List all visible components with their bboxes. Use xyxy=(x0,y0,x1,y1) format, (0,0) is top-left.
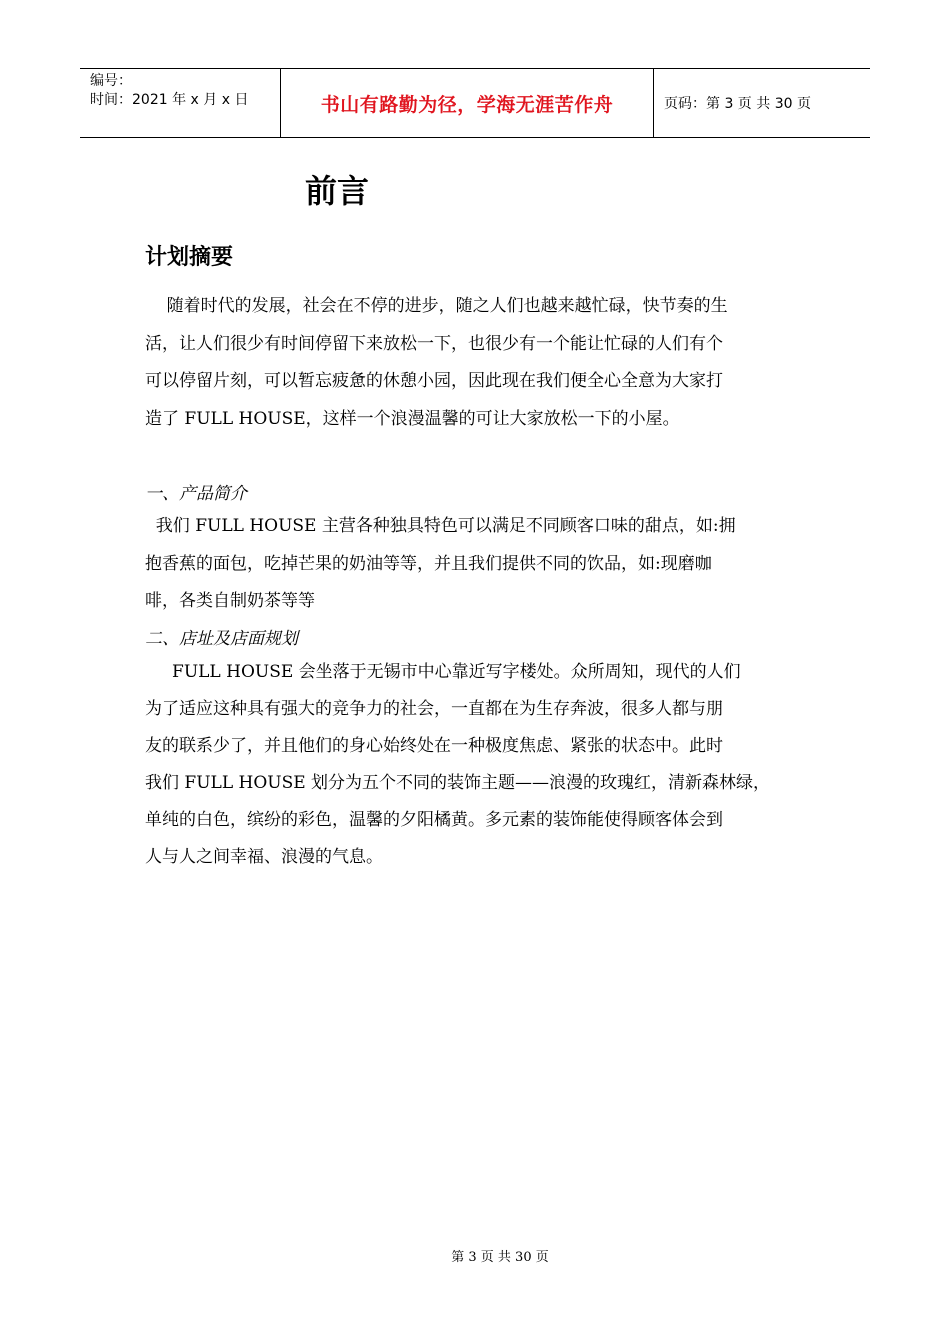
time-label: 时间：2021 年 x 月 x 日 xyxy=(90,92,249,108)
intro-line: 造了 FULL HOUSE，这样一个浪漫温馨的可让大家放松一下的小屋。 xyxy=(145,408,680,429)
page-label: 页码：第 3 页 共 30 页 xyxy=(664,96,811,112)
header-meta-cell xyxy=(80,69,281,137)
intro-line: 可以停留片刻，可以暂忘疲惫的休憩小园，因此现在我们便全心全意为大家打 xyxy=(145,371,723,391)
page-title: 前言 xyxy=(305,172,370,210)
intro-line: 活，让人们很少有时间停留下来放松一下，也很少有一个能让忙碌的人们有个 xyxy=(145,333,723,354)
location-line: 我们 FULL HOUSE 划分为五个不同的装饰主题——浪漫的玫瑰红，清新森林绿， xyxy=(145,773,771,793)
location-line: FULL HOUSE 会坐落于无锡市中心靠近写字楼处。众所周知，现代的人们 xyxy=(145,662,741,682)
motto: 书山有路勤为径，学海无涯苦作舟 xyxy=(281,69,654,137)
product-line: 啡，各类自制奶茶等等 xyxy=(145,591,315,611)
code-label: 编号： xyxy=(90,73,132,89)
intro-line: 随着时代的发展，社会在不停的进步，随之人们也越来越忙碌，快节奏的生 xyxy=(145,296,728,316)
page-footer: 第 3 页 共 30 页 xyxy=(451,1250,549,1265)
section-heading-product: 一、产品简介 xyxy=(145,484,247,504)
document-header xyxy=(80,68,870,138)
location-line: 友的联系少了，并且他们的身心始终处在一种极度焦虑、紧张的状态中。此时 xyxy=(145,736,723,756)
intro-paragraph xyxy=(145,288,835,438)
location-line: 为了适应这种具有强大的竞争力的社会，一直都在为生存奔波，很多人都与朋 xyxy=(145,699,723,719)
location-paragraph xyxy=(145,654,835,876)
product-line: 我们 FULL HOUSE 主营各种独具特色可以满足不同顾客口味的甜点，如:拥 xyxy=(145,516,736,536)
product-paragraph xyxy=(145,508,835,621)
product-line: 抱香蕉的面包，吃掉芒果的奶油等等，并且我们提供不同的饮品，如:现磨咖 xyxy=(145,553,712,574)
section-heading-location: 二、店址及店面规划 xyxy=(145,629,298,649)
section-subtitle: 计划摘要 xyxy=(145,245,234,270)
location-line: 单纯的白色，缤纷的彩色，温馨的夕阳橘黄。多元素的装饰能使得顾客体会到 xyxy=(145,810,723,830)
location-line: 人与人之间幸福、浪漫的气息。 xyxy=(145,847,383,867)
